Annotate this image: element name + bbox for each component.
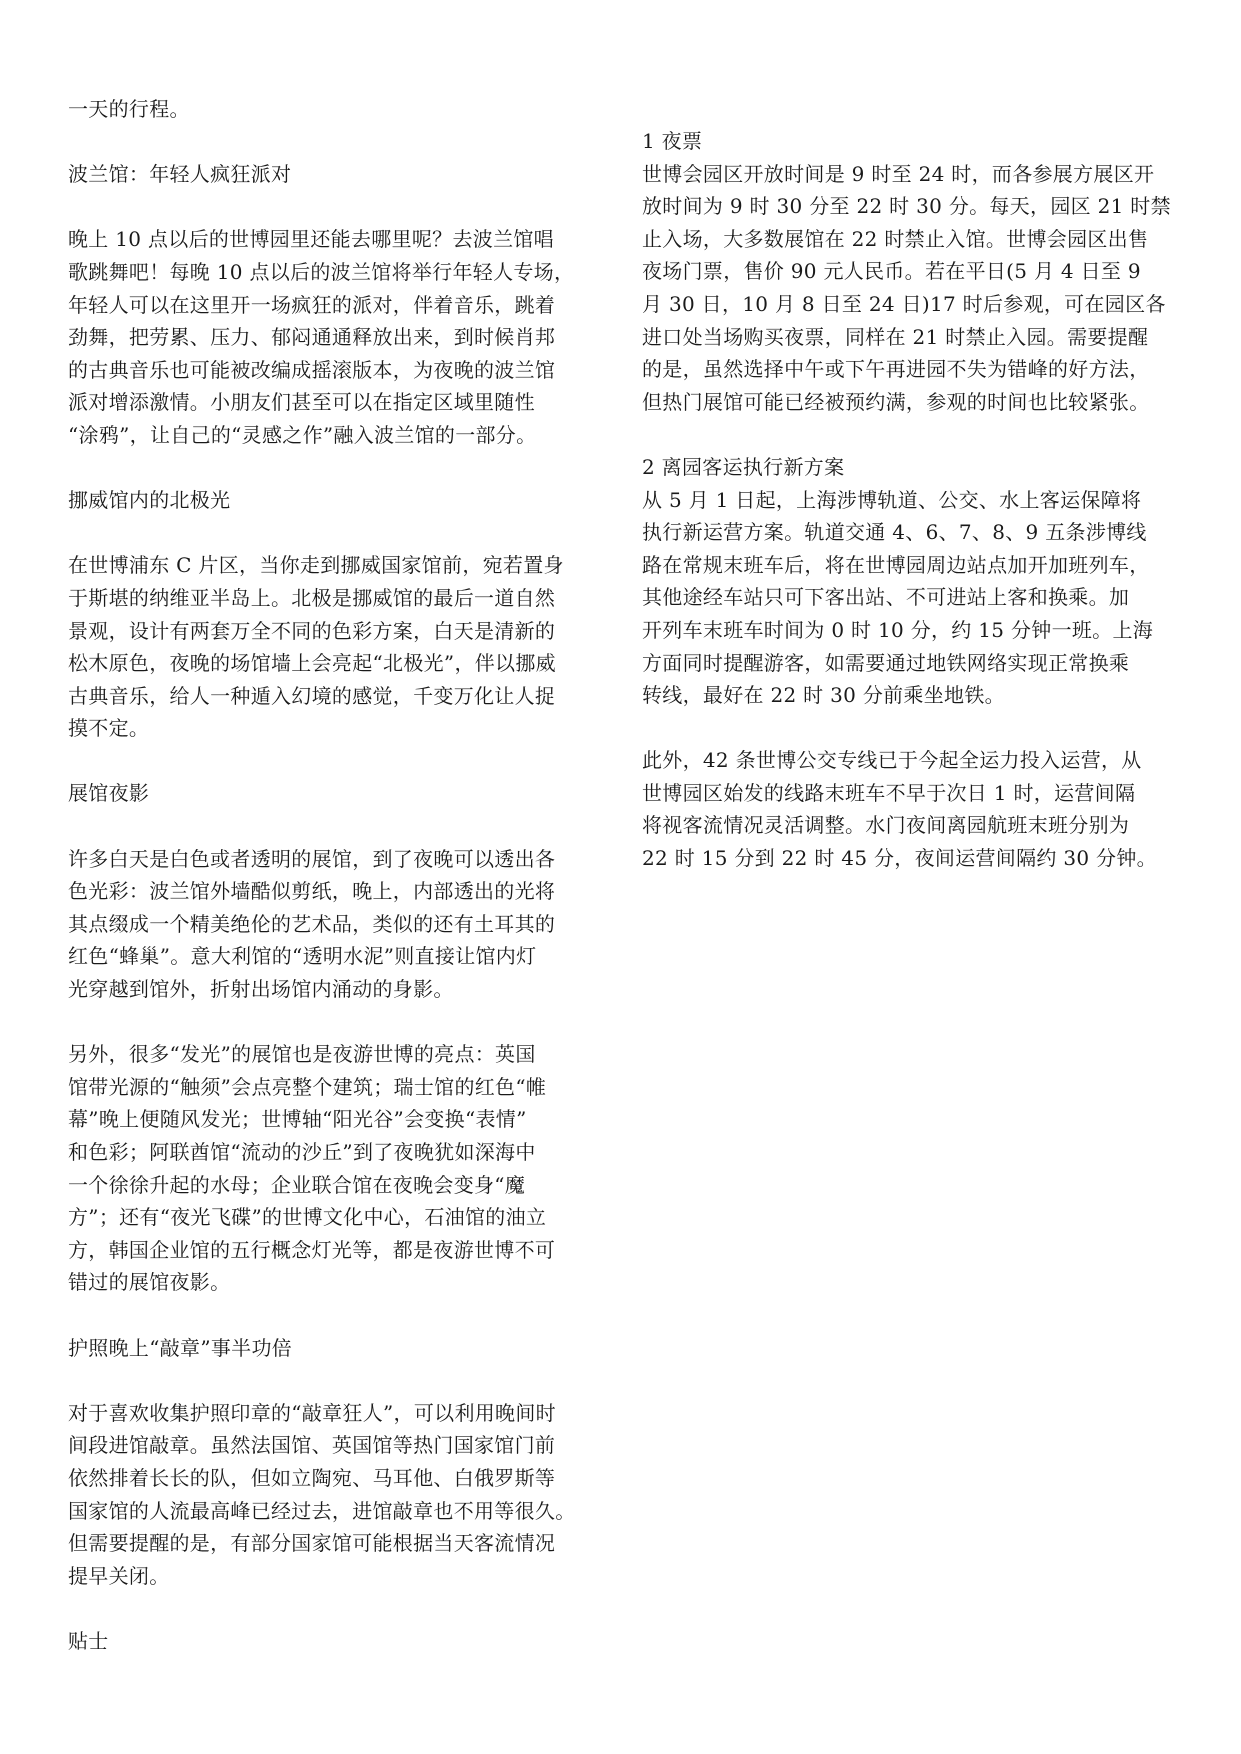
- night-view-body-2: [68, 1038, 606, 1299]
- night-ticket-body: [642, 158, 1182, 419]
- poland-pavilion-heading: 波兰馆：年轻人疯狂派对: [68, 162, 292, 187]
- body-line: 提早关闭。: [68, 1563, 170, 1588]
- intro-line: 一天的行程。: [68, 97, 190, 121]
- bus-line-body: [642, 744, 1182, 874]
- body-line: 其他途经车站只可下客出站、不可进站上客和换乘。加: [642, 585, 1130, 610]
- body-line: 方”；还有“夜光飞碟”的世博文化中心，石油馆的油立: [68, 1205, 547, 1230]
- body-line: 世博园区始发的线路末班车不早于次日 1 时，运营间隔: [642, 780, 1136, 805]
- body-line: 和色彩；阿联酋馆“流动的沙丘”到了夜晚犹如深海中: [68, 1140, 536, 1164]
- body-line: 的古典音乐也可能被改编成摇滚版本，为夜晚的波兰馆: [68, 357, 556, 382]
- body-line: 许多白天是白色或者透明的展馆，到了夜晚可以透出各: [68, 846, 556, 871]
- passport-stamp-body: [68, 1397, 606, 1593]
- body-line: “涂鸦”，让自己的“灵感之作”融入波兰馆的一部分。: [68, 422, 537, 447]
- left-column: [68, 0, 606, 1658]
- body-line: 馆带光源的“触须”会点亮整个建筑；瑞士馆的红色“帷: [68, 1074, 547, 1099]
- body-line: 国家馆的人流最高峰已经过去，进馆敲章也不用等很久。: [68, 1498, 576, 1523]
- body-line: 松木原色，夜晚的场馆墙上会亮起“北极光”，伴以挪威: [68, 651, 556, 676]
- body-line: 摸不定。: [68, 716, 150, 741]
- body-line: 止入场，大多数展馆在 22 时禁止入馆。世博会园区出售: [642, 226, 1149, 251]
- body-line: 的是，虽然选择中午或下午再进园不失为错峰的好方法，: [642, 357, 1150, 382]
- body-line: 年轻人可以在这里开一场疯狂的派对，伴着音乐，跳着: [68, 292, 556, 317]
- norway-pavilion-heading: 挪威馆内的北极光: [68, 488, 231, 513]
- body-line: 红色“蜂巢”。意大利馆的“透明水泥”则直接让馆内灯: [68, 944, 537, 969]
- body-line: 夜场门票，售价 90 元人民币。若在平日(5 月 4 日至 9: [642, 259, 1141, 284]
- body-line: 世博会园区开放时间是 9 时至 24 时，而各参展方展区开: [642, 161, 1155, 186]
- body-line: 但热门展馆可能已经被预约满，参观的时间也比较紧张。: [642, 389, 1150, 414]
- night-view-heading: 展馆夜影: [68, 781, 150, 806]
- poland-pavilion-body: [68, 223, 606, 451]
- body-line: 对于喜欢收集护照印章的“敲章狂人”，可以利用晚间时: [68, 1400, 556, 1425]
- transport-plan-body: [642, 484, 1182, 712]
- night-view-body-1: [68, 843, 606, 1006]
- body-line: 晚上 10 点以后的世博园里还能去哪里呢？去波兰馆唱: [68, 227, 554, 252]
- body-line: 方，韩国企业馆的五行概念灯光等，都是夜游世博不可: [68, 1237, 556, 1262]
- night-ticket-heading: 1 夜票: [642, 129, 703, 153]
- body-line: 从 5 月 1 日起，上海涉博轨道、公交、水上客运保障将: [642, 487, 1142, 512]
- body-line: 错过的展馆夜影。: [68, 1270, 231, 1295]
- body-line: 光穿越到馆外，折射出场馆内涌动的身影。: [68, 977, 454, 1002]
- body-line: 幕”晚上便随风发光；世博轴“阳光谷”会变换“表情”: [68, 1107, 527, 1132]
- body-line: 另外，很多“发光”的展馆也是夜游世博的亮点：英国: [68, 1042, 536, 1067]
- body-line: 间段进馆敲章。虽然法国馆、英国馆等热门国家馆门前: [68, 1433, 556, 1458]
- body-line: 在世博浦东 C 片区，当你走到挪威国家馆前，宛若置身: [68, 553, 564, 578]
- body-line: 劲舞，把劳累、压力、郁闷通通释放出来，到时候肖邦: [68, 325, 556, 350]
- body-line: 景观，设计有两套万全不同的色彩方案，白天是清新的: [68, 618, 556, 643]
- body-line: 开列车末班车时间为 0 时 10 分，约 15 分钟一班。上海: [642, 617, 1154, 642]
- body-line: 进口处当场购买夜票，同样在 21 时禁止入园。需要提醒: [642, 324, 1149, 349]
- body-line: 方面同时提醒游客，如需要通过地铁网络实现正常换乘: [642, 650, 1130, 675]
- body-line: 但需要提醒的是，有部分国家馆可能根据当天客流情况: [68, 1531, 556, 1556]
- body-line: 转线，最好在 22 时 30 分前乘坐地铁。: [642, 683, 1005, 708]
- right-column: [642, 0, 1182, 875]
- body-line: 于斯堪的纳维亚半岛上。北极是挪威馆的最后一道自然: [68, 585, 556, 610]
- body-line: 歌跳舞吧！每晚 10 点以后的波兰馆将举行年轻人专场，: [68, 259, 575, 284]
- body-line: 22 时 15 分到 22 时 45 分，夜间运营间隔约 30 分钟。: [642, 846, 1157, 871]
- body-line: 将视客流情况灵活调整。水门夜间离园航班末班分别为: [642, 813, 1130, 838]
- body-line: 色光彩：波兰馆外墙酷似剪纸，晚上，内部透出的光将: [68, 879, 556, 904]
- body-line: 此外，42 条世博公交专线已于今起全运力投入运营，从: [642, 748, 1142, 773]
- body-line: 一个徐徐升起的水母；企业联合馆在夜晚会变身“魔: [68, 1172, 526, 1197]
- body-line: 月 30 日，10 月 8 日至 24 日)17 时后参观，可在园区各: [642, 291, 1166, 316]
- body-line: 放时间为 9 时 30 分至 22 时 30 分。每天，园区 21 时禁: [642, 194, 1171, 219]
- body-line: 派对增添激情。小朋友们甚至可以在指定区域里随性: [68, 390, 535, 415]
- body-line: 路在常规末班车后，将在世博园周边站点加开加班列车，: [642, 552, 1150, 577]
- passport-stamp-heading: 护照晚上“敲章”事半功倍: [68, 1335, 293, 1360]
- body-line: 执行新运营方案。轨道交通 4、6、7、8、9 五条涉博线: [642, 520, 1147, 545]
- transport-plan-heading: 2 离园客运执行新方案: [642, 454, 845, 479]
- norway-pavilion-body: [68, 549, 606, 745]
- body-line: 其点缀成一个精美绝伦的艺术品，类似的还有土耳其的: [68, 911, 556, 936]
- tips-heading: 贴士: [68, 1628, 109, 1653]
- body-line: 古典音乐，给人一种遁入幻境的感觉，千变万化让人捉: [68, 683, 556, 708]
- body-line: 依然排着长长的队，但如立陶宛、马耳他、白俄罗斯等: [68, 1465, 556, 1490]
